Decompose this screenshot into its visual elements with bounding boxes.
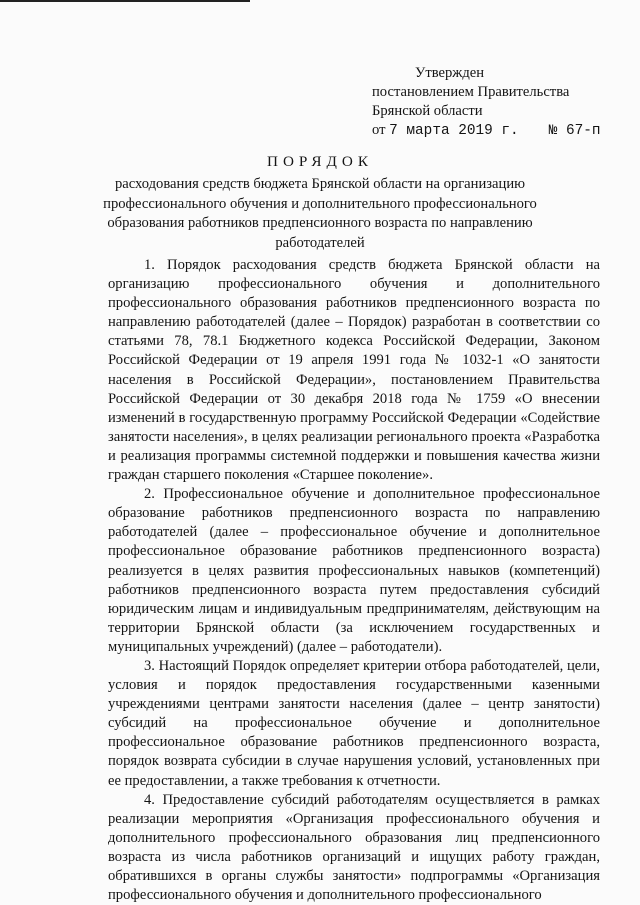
approval-line-decree: постановлением Правительства <box>372 84 570 100</box>
paragraph-1: 1. Порядок расходования средств бюджета Брянской области на организацию профессионального обучения и дополнительного профессионального образования работников предпенсионного возраста по направлению работодателей (далее – Порядок) разработан в соответствии со статьями 78, 78.1 Бюджетного кодекса Российской Федерации, Законом Российской Федерации от 19 апреля 1991 года № 1032-1 «О занятости населения в Российской Федерации», постановлением Правительства Российской Федерации от 30 декабря 2018 года № 1759 «О внесении изменений в государственную программу Российской Федерации «Содействие занятости населения», в целях реализации регионального проекта «Разработка и реализация программы системной поддержки и повышения качества жизни граждан старшего поколения «Старшее поколение». <box>108 257 600 484</box>
approval-date: 7 марта 2019 г. <box>389 123 519 139</box>
approval-stamp <box>372 64 632 141</box>
document-subtitle: расходования средств бюджета Брянской области на организацию профессионального обучения и дополнительного профессионального образования работников предпенсионного возраста по направлению работодателей <box>103 176 537 251</box>
approval-number: № 67-п <box>548 123 601 139</box>
paragraph-2: 2. Профессиональное обучение и дополнительное профессиональное образование работников предпенсионного возраста по направлению работодателей (далее – профессиональное обучение и дополнительное профессиональное образование работников предпенсионного возраста) реализуется в целях развития профессиональных навыков (компетенций) работников предпенсионного возраста путем предоставления субсидий юридическим лицам и индивидуальным предпринимателям, действующим на территории Брянской области (за исключением государственных и муниципальных учреждений) (далее – работодатели). <box>108 486 600 655</box>
document-title: ПОРЯДОК <box>266 153 373 170</box>
approval-line-region: Брянской области <box>372 103 483 119</box>
paragraph-4: 4. Предоставление субсидий работодателям осуществляется в рамках реализации мероприятия «Организация профессионального обучения и дополнительного профессионального образования лиц предпенсионного возраста из числа работников организаций и ищущих работу граждан, обратившихся в органы службы занятости» подпрограммы «Организация профессионального обучения и дополнительного профессионального <box>108 791 600 904</box>
approval-title: Утвержден <box>415 65 485 81</box>
top-rule <box>0 0 250 2</box>
paragraph-3: 3. Настоящий Порядок определяет критерии отбора работодателей, цели, условия и порядок предоставления государственными казенными учреждениями центрами занятости населения (далее – центр занятости) субсидий на профессиональное обучение и дополнительное профессиональное образование работников предпенсионного возраста, порядок возврата субсидии в случае нарушения условий, установленных при ее предоставлении, а также требования к отчетности. <box>108 657 600 789</box>
document-heading <box>100 152 540 253</box>
approval-date-prefix: от <box>372 122 386 138</box>
approval-date-line <box>372 121 632 141</box>
document-body <box>108 256 600 905</box>
